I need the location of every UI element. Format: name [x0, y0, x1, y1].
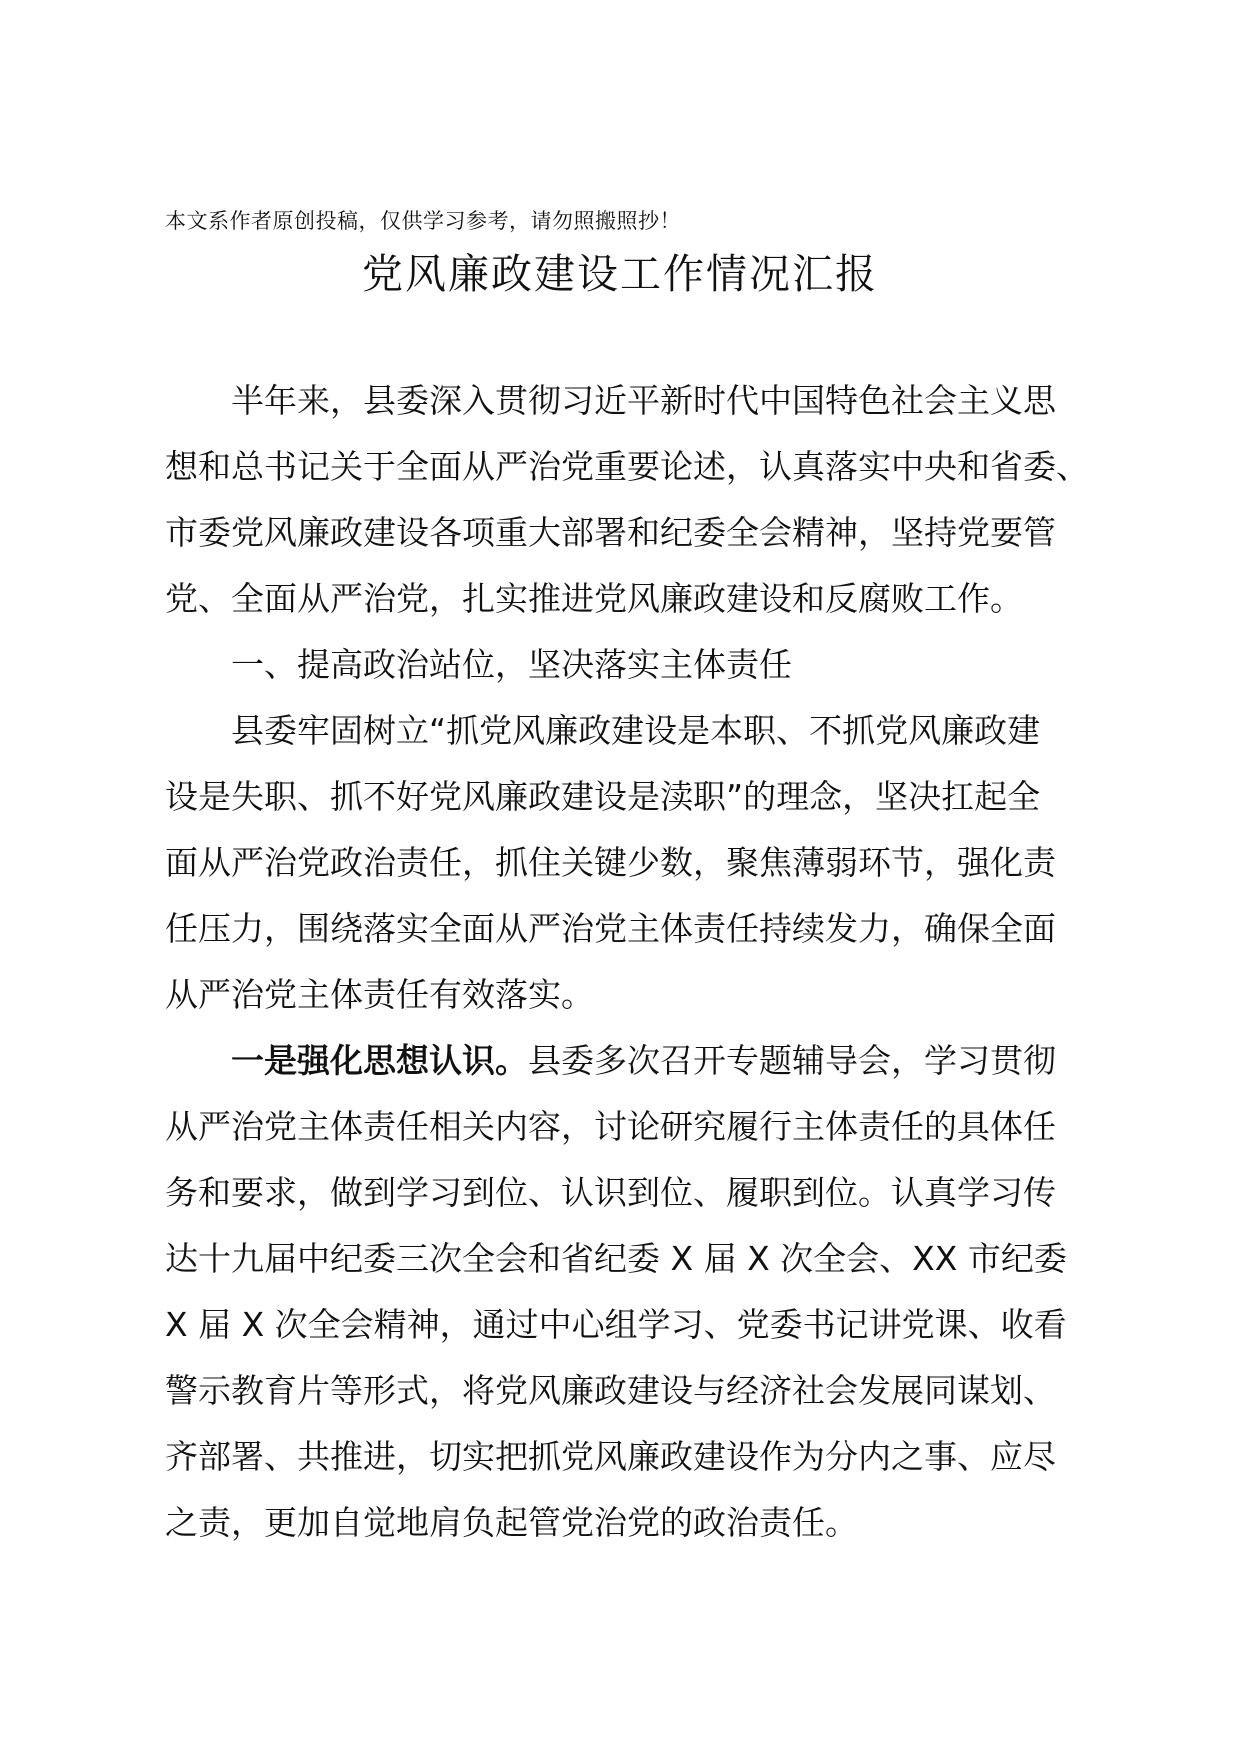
section-paragraph-line: 设是失职、抓不好党风廉政建设是渎职”的理念，坚决扛起全	[165, 777, 1041, 816]
section-heading: 一、提高政治站位，坚决落实主体责任	[231, 645, 792, 684]
section-paragraph-line: 从严治党主体责任有效落实。	[165, 975, 594, 1014]
intro-paragraph-line: 市委党风廉政建设各项重大部署和纪委全会精神，坚持党要管	[165, 513, 1056, 552]
intro-paragraph-line: 半年来，县委深入贯彻习近平新时代中国特色社会主义思	[231, 381, 1056, 420]
point-paragraph-line: 之责，更加自觉地肩负起管党治党的政治责任。	[165, 1503, 858, 1542]
copyright-notice: 本文系作者原创投稿，仅供学习参考，请勿照搬照抄！	[165, 209, 681, 233]
page-title: 党风廉政建设工作情况汇报	[362, 250, 878, 298]
section-paragraph-line: 县委牢固树立“抓党风廉政建设是本职、不抓党风廉政建	[231, 711, 1041, 750]
section-paragraph-line: 任压力，围绕落实全面从严治党主体责任持续发力，确保全面	[165, 909, 1056, 948]
point-first-line-rest: 县委多次召开专题辅导会，学习贯彻	[528, 1041, 1056, 1080]
intro-paragraph-line: 党、全面从严治党，扎实推进党风廉政建设和反腐败工作。	[165, 579, 1023, 618]
point-paragraph-line: 从严治党主体责任相关内容，讨论研究履行主体责任的具体任	[165, 1107, 1056, 1146]
document-body	[165, 368, 1110, 1556]
point-lead-text: 一是强化思想认识。	[231, 1041, 528, 1080]
point-paragraph-line: 达十九届中纪委三次全会和省纪委 X 届 X 次全会、XX 市纪委	[165, 1239, 1067, 1278]
point-paragraph-line: 齐部署、共推进，切实把抓党风廉政建设作为分内之事、应尽	[165, 1437, 1056, 1476]
intro-paragraph-line: 想和总书记关于全面从严治党重要论述，认真落实中央和省委、	[165, 447, 1089, 486]
section-paragraph-line: 面从严治党政治责任，抓住关键少数，聚焦薄弱环节，强化责	[165, 843, 1056, 882]
point-paragraph-first-line	[165, 1028, 1110, 1094]
point-paragraph-line: 警示教育片等形式，将党风廉政建设与经济社会发展同谋划、	[165, 1371, 1056, 1410]
point-paragraph-line: X 届 X 次全会精神，通过中心组学习、党委书记讲党课、收看	[165, 1305, 1067, 1344]
point-paragraph-line: 务和要求，做到学习到位、认识到位、履职到位。认真学习传	[165, 1173, 1056, 1212]
